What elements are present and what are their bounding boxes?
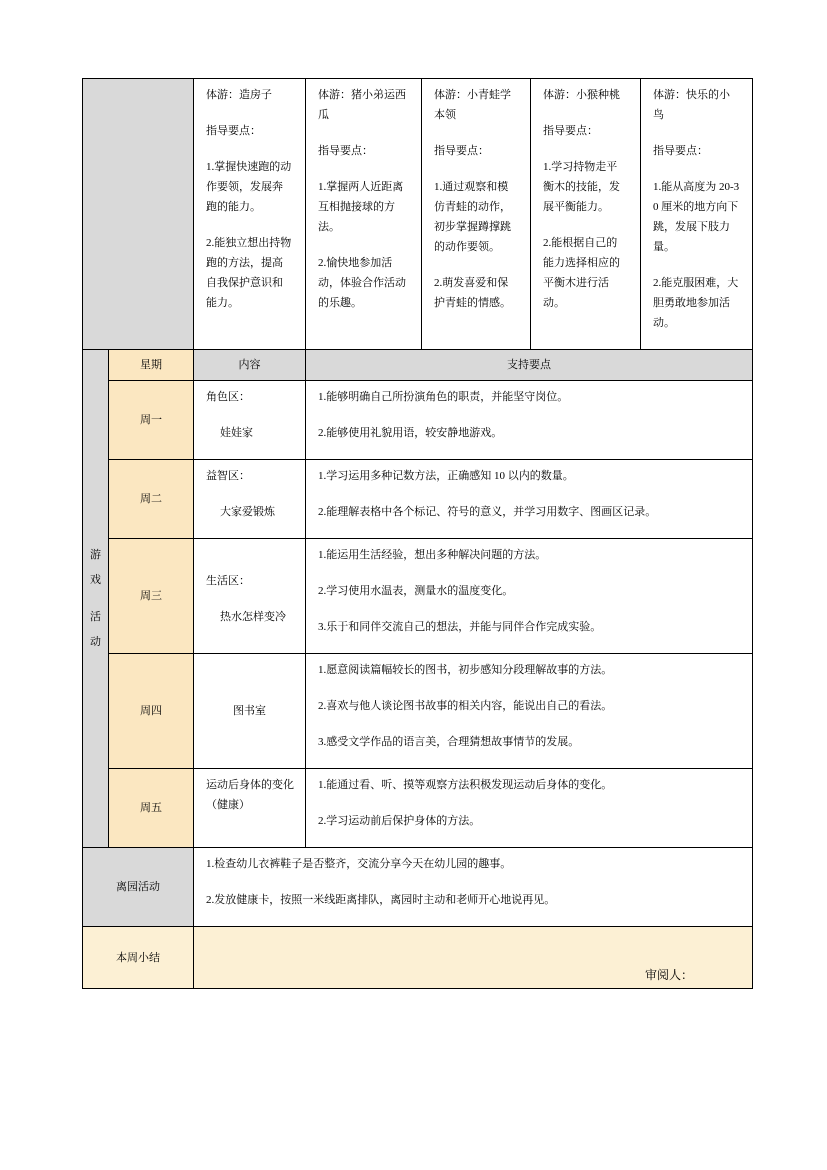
vertical-label: 游 戏 活 动 bbox=[90, 548, 101, 648]
guide-point: 2.能克服困难，大胆勇敢地参加活动。 bbox=[653, 277, 739, 329]
activity-cell-xiaoqingwa bbox=[422, 79, 531, 350]
content-cell: 生活区： 热水怎样变冷 bbox=[194, 539, 306, 654]
support-point: 1.能够明确自己所扮演角色的职责，并能坚守岗位。 bbox=[318, 391, 569, 403]
content-cell: 图书室 bbox=[194, 654, 306, 769]
support-points-cell bbox=[306, 769, 753, 848]
guide-point: 1.能从高度为 20-30 厘米的地方向下跳，发展下肢力量。 bbox=[653, 181, 740, 253]
table-row-tuesday bbox=[83, 460, 753, 539]
support-point: 2.学习使用水温表，测量水的温度变化。 bbox=[318, 585, 514, 597]
table-row-wednesday bbox=[83, 539, 753, 654]
support-point: 2.能够使用礼貌用语，较安静地游戏。 bbox=[318, 427, 503, 439]
guide-points-label: 指导要点： bbox=[653, 145, 708, 157]
support-point: 3.乐于和同伴交流自己的想法，并能与同伴合作完成实验。 bbox=[318, 621, 602, 633]
support-points-cell bbox=[306, 381, 753, 460]
guide-point: 1.掌握快速跑的动作要领，发展奔跑的能力。 bbox=[206, 161, 292, 213]
support-point: 1.愿意阅读篇幅较长的图书，初步感知分段理解故事的方法。 bbox=[318, 664, 613, 676]
day-cell: 周三 bbox=[109, 539, 194, 654]
header-support-points: 支持要点 bbox=[306, 350, 753, 381]
guide-points-label: 指导要点： bbox=[206, 125, 261, 137]
support-point: 1.能通过看、听、摸等观察方法积极发现运动后身体的变化。 bbox=[318, 779, 613, 791]
day-cell: 周二 bbox=[109, 460, 194, 539]
guide-point: 1.通过观察和模仿青蛙的动作，初步掌握蹲撑跳的动作要领。 bbox=[434, 181, 511, 253]
activity-cell-xiaoniao bbox=[641, 79, 753, 350]
support-points-cell bbox=[306, 539, 753, 654]
empty-corner-cell bbox=[83, 79, 194, 350]
activity-title: 体游：猪小弟运西瓜 bbox=[318, 89, 406, 121]
departure-point: 2.发放健康卡，按照一米线距离排队，离园时主动和老师开心地说再见。 bbox=[206, 894, 556, 906]
departure-point: 1.检查幼儿衣裤鞋子是否整齐，交流分享今天在幼儿园的趣事。 bbox=[206, 858, 512, 870]
content-cell: 益智区： 大家爱锻炼 bbox=[194, 460, 306, 539]
content-cell: 运动后身体的变化（健康） bbox=[194, 769, 306, 848]
guide-point: 1.学习持物走平衡木的技能，发展平衡能力。 bbox=[543, 161, 620, 213]
support-points-cell bbox=[306, 460, 753, 539]
activity-cell-zaofangzi bbox=[194, 79, 306, 350]
activity-cell-zhuxiaodi bbox=[306, 79, 422, 350]
header-content: 内容 bbox=[194, 350, 306, 381]
activity-title: 体游：快乐的小鸟 bbox=[653, 89, 730, 121]
support-point: 1.学习运用多种记数方法，正确感知 10 以内的数量。 bbox=[318, 470, 574, 482]
header-week: 星期 bbox=[109, 350, 194, 381]
table-row-departure bbox=[83, 848, 753, 927]
support-point: 1.能运用生活经验，想出多种解决问题的方法。 bbox=[318, 549, 547, 561]
activity-title: 体游：造房子 bbox=[206, 89, 272, 101]
guide-points-label: 指导要点： bbox=[434, 145, 489, 157]
guide-points-label: 指导要点： bbox=[318, 145, 373, 157]
day-cell: 周四 bbox=[109, 654, 194, 769]
activity-title: 体游：小猴种桃 bbox=[543, 89, 620, 101]
activity-cell-xiaohou bbox=[531, 79, 641, 350]
guide-point: 2.萌发喜爱和保护青蛙的情感。 bbox=[434, 277, 511, 309]
table-row-friday bbox=[83, 769, 753, 848]
support-point: 2.能理解表格中各个标记、符号的意义，并学习用数字、图画区记录。 bbox=[318, 506, 657, 518]
day-cell: 周一 bbox=[109, 381, 194, 460]
activity-title: 体游：小青蛙学本领 bbox=[434, 89, 511, 121]
summary-label-cell: 本周小结 bbox=[83, 927, 194, 989]
day-cell: 周五 bbox=[109, 769, 194, 848]
guide-points-label: 指导要点： bbox=[543, 125, 598, 137]
departure-label-cell: 离园活动 bbox=[83, 848, 194, 927]
departure-points-cell bbox=[194, 848, 753, 927]
table-row-activities bbox=[83, 79, 753, 350]
side-label-games-activities bbox=[83, 350, 109, 848]
support-point: 2.喜欢与他人谈论图书故事的相关内容，能说出自己的看法。 bbox=[318, 700, 613, 712]
weekly-plan-table bbox=[82, 78, 753, 989]
table-row-thursday bbox=[83, 654, 753, 769]
guide-point: 1.掌握两人近距离互相抛接球的方法。 bbox=[318, 181, 404, 233]
content-cell: 角色区： 娃娃家 bbox=[194, 381, 306, 460]
support-point: 3.感受文学作品的语言美，合理猜想故事情节的发展。 bbox=[318, 736, 580, 748]
table-row-monday bbox=[83, 381, 753, 460]
table-header-row bbox=[83, 350, 753, 381]
guide-point: 2.能根据自己的能力选择相应的平衡木进行活动。 bbox=[543, 237, 620, 309]
support-points-cell bbox=[306, 654, 753, 769]
support-point: 2.学习运动前后保护身体的方法。 bbox=[318, 815, 481, 827]
reviewer-label: 审阅人： bbox=[645, 968, 694, 982]
guide-point: 2.愉快地参加活动，体验合作活动的乐趣。 bbox=[318, 257, 406, 309]
guide-point: 2.能独立想出持物跑的方法，提高自我保护意识和能力。 bbox=[206, 237, 292, 309]
